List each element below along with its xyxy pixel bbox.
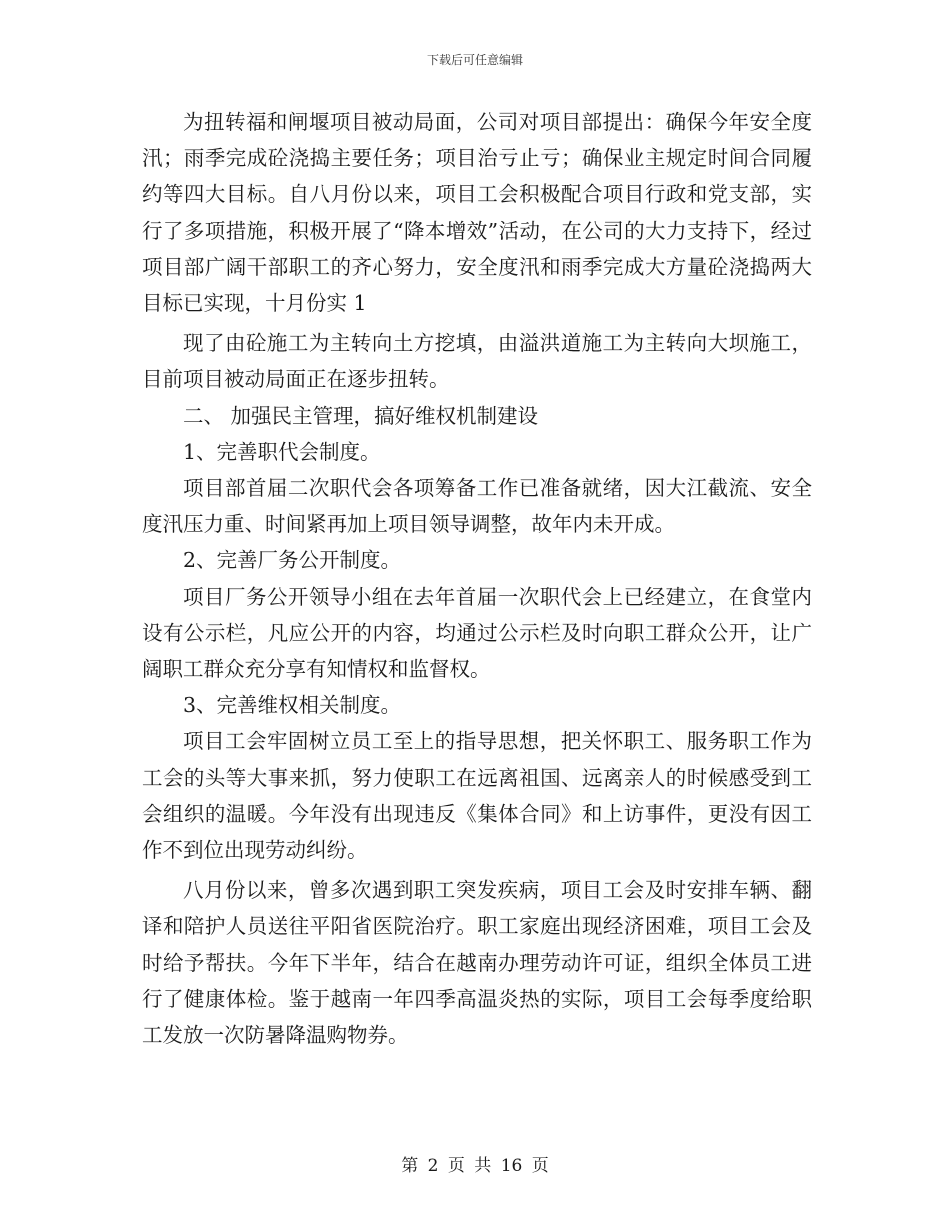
page-number: 第 2 页 共 16 页 bbox=[401, 1156, 549, 1176]
subheading-2: 2、完善厂务公开制度。 bbox=[183, 548, 402, 573]
section-heading: 二、 加强民主管理，搞好维权机制建设 bbox=[183, 403, 539, 428]
subheading-3: 3、完善维权相关制度。 bbox=[183, 693, 402, 718]
page-header-note: 下载后可任意编辑 bbox=[426, 53, 523, 67]
paragraph-1: 项目部首届二次职代会各项筹备工作已准备就绪，因大江截流、安全度汛压力重、时间紧再加上项目领导调整，故年内未开成。 bbox=[142, 476, 812, 537]
document-body bbox=[142, 104, 812, 1053]
paragraph-4: 八月份以来，曾多次遇到职工突发疾病，项目工会及时安排车辆、翻译和陪护人员送往平阳省医院治疗。职工家庭出现经济困难，项目工会及时给予帮扶。今年下半年，结合在越南办理劳动许可证，组织全体员工进行了健康体检。鉴于越南一年四季高温炎热的实际，项目工会每季度给职工发放一次防暑降温购物券。 bbox=[142, 878, 812, 1048]
paragraph-continuation: 现了由砼施工为主转向土方挖填，由溢洪道施工为主转向大坝施工，目前项目被动局面正在逐步扭转。 bbox=[142, 331, 812, 392]
subheading-1: 1、完善职代会制度。 bbox=[183, 439, 381, 464]
paragraph-2: 项目厂务公开领导小组在去年首届一次职代会上已经建立，在食堂内设有公示栏，凡应公开的内容，均通过公示栏及时向职工群众公开，让广阔职工群众充分享有知情权和监督权。 bbox=[142, 584, 812, 682]
paragraph-intro: 为扭转福和闸堰项目被动局面，公司对项目部提出：确保今年安全度汛；雨季完成砼浇捣主要任务；项目治亏止亏；确保业主规定时间合同履约等四大目标。自八月份以来，项目工会积极配合项目行政和党支部，实行了多项措施，积极开展了“降本增效”活动，在公司的大力支持下，经过项目部广阔干部职工的齐心努力，安全度汛和雨季完成大方量砼浇捣两大目标已实现，十月份实 1 bbox=[142, 110, 812, 316]
paragraph-3: 项目工会牢固树立员工至上的指导思想，把关怀职工、服务职工作为工会的头等大事来抓，努力使职工在远离祖国、远离亲人的时候感受到工会组织的温暖。今年没有出现违反《集体合同》和上访事件，更没有因工作不到位出现劳动纠纷。 bbox=[142, 729, 812, 863]
